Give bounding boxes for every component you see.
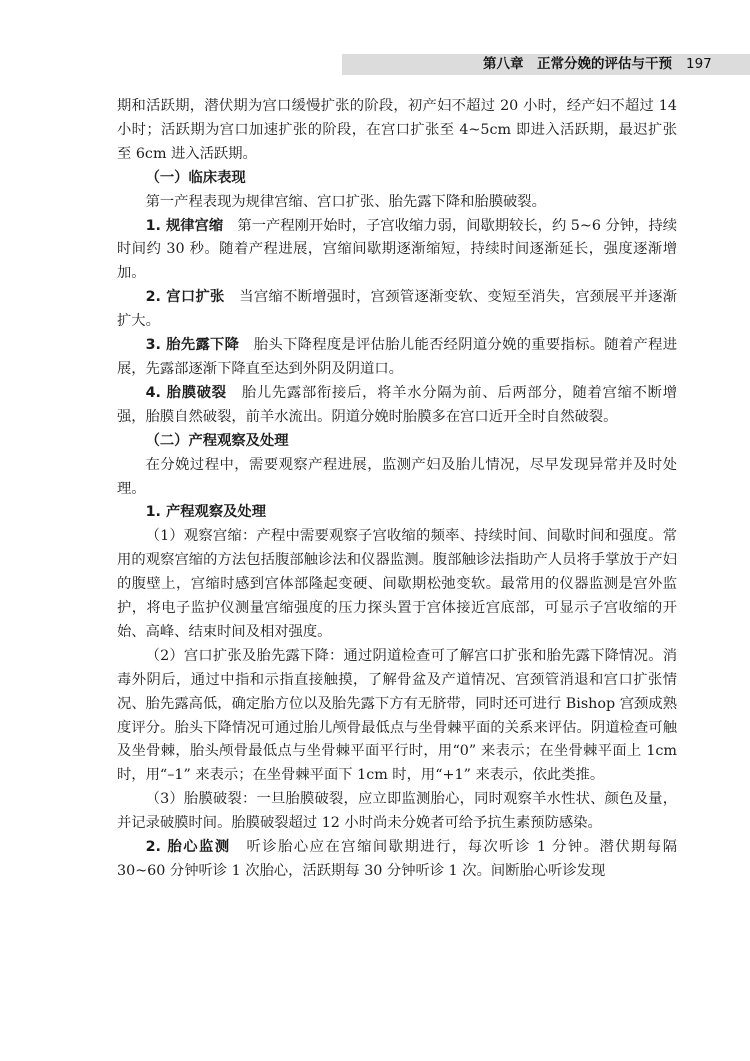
section-heading-clinical: （一）临床表现 <box>145 169 246 186</box>
paragraph: 第一产程表现为规律宫缩、宫口扩张、胎先露下降和胎膜破裂。 <box>145 193 546 210</box>
page-body <box>117 95 677 884</box>
paragraph: （2）宫口扩张及胎先露下降：通过阴道检查可了解宫口扩张和胎先露下降情况。消毒外阴后，通过中指和示指直接触摸，了解骨盆及产道情况、宫颈管消退和宫口扩张情况、胎先露高低，确定胎方位以及胎先露下方有无脐带，同时还可进行 Bishop 宫颈成熟度评分。胎头下降情况可通过胎儿颅骨最低点与坐骨棘平面的关系来评估。阴道检查可触及坐骨棘，胎头颅骨最低点与坐骨棘平面平行时，用“0” 来表示；在坐骨棘平面上 1cm 时，用“–1” 来表示；在坐骨棘平面下 1cm 时，用“+1” 来表示，依此类推。 <box>117 647 677 784</box>
item-title: 2. 宫口扩张 <box>145 289 225 306</box>
item-title: 1. 规律宫缩 <box>145 217 224 234</box>
list-item <box>117 382 677 430</box>
paragraph: （3）胎膜破裂：一旦胎膜破裂，应立即监测胎心，同时观察羊水性状、颜色及量，并记录破膜时间。胎膜破裂超过 12 小时尚未分娩者可给予抗生素预防感染。 <box>117 791 677 832</box>
item-text: 听诊胎心应在宫缩间歇期进行，每次听诊 1 分钟。潜伏期每隔 30~60 分钟听诊 1 次胎心，活跃期每 30 分钟听诊 1 次。间断胎心听诊发现 <box>117 839 678 879</box>
list-item <box>117 215 677 287</box>
subsection-heading: 1. 产程观察及处理 <box>145 504 267 521</box>
item-title: 2. 胎心监测 <box>145 839 231 856</box>
item-title: 3. 胎先露下降 <box>145 337 240 354</box>
item-text: 第一产程刚开始时，子宫收缩力弱，间歇期较长，约 5~6 分钟，持续时间约 30 秒。随着产程进展，宫缩间歇期逐渐缩短，持续时间逐渐延长，强度逐渐增加。 <box>117 217 678 282</box>
item-text: 胎头下降程度是评估胎儿能否经阴道分娩的重要指标。随着产程进展，先露部逐渐下降直至达到外阴及阴道口。 <box>117 337 677 377</box>
list-item <box>117 334 677 382</box>
running-header-title: 第八章 正常分娩的评估与干预 <box>483 56 672 72</box>
list-item <box>117 836 677 884</box>
item-text: 胎儿先露部衔接后，将羊水分隔为前、后两部分，随着宫缩不断增强，胎膜自然破裂，前羊水流出。阴道分娩时胎膜多在宫口近开全时自然破裂。 <box>117 384 677 425</box>
paragraph: （1）观察宫缩：产程中需要观察子宫收缩的频率、持续时间、间歇时间和强度。常用的观察宫缩的方法包括腹部触诊法和仪器监测。腹部触诊法指助产人员将手掌放于产妇的腹壁上，宫缩时感到宫体部隆起变硬、间歇期松弛变软。最常用的仪器监测是宫外监护，将电子监护仪测量宫缩强度的压力探头置于宫体接近宫底部，可显示子宫收缩的开始、高峰、结束时间及相对强度。 <box>117 528 677 640</box>
page-number: 197 <box>686 56 712 72</box>
item-text: 当宫缩不断增强时，宫颈管逐渐变软、变短至消失，宫颈展平并逐渐扩大。 <box>117 289 678 330</box>
paragraph: 在分娩过程中，需要观察产程进展，监测产妇及胎儿情况，尽早发现异常并及时处理。 <box>117 456 677 497</box>
list-item <box>117 286 677 334</box>
paragraph: 期和活跃期，潜伏期为宫口缓慢扩张的阶段，初产妇不超过 20 小时，经产妇不超过 14 小时；活跃期为宫口加速扩张的阶段，在宫口扩张至 4~5cm 即进入活跃期，最迟扩张至 6cm 进入活跃期。 <box>117 98 677 162</box>
item-title: 4. 胎膜破裂 <box>145 384 227 401</box>
section-heading-observation: （二）产程观察及处理 <box>145 432 289 449</box>
